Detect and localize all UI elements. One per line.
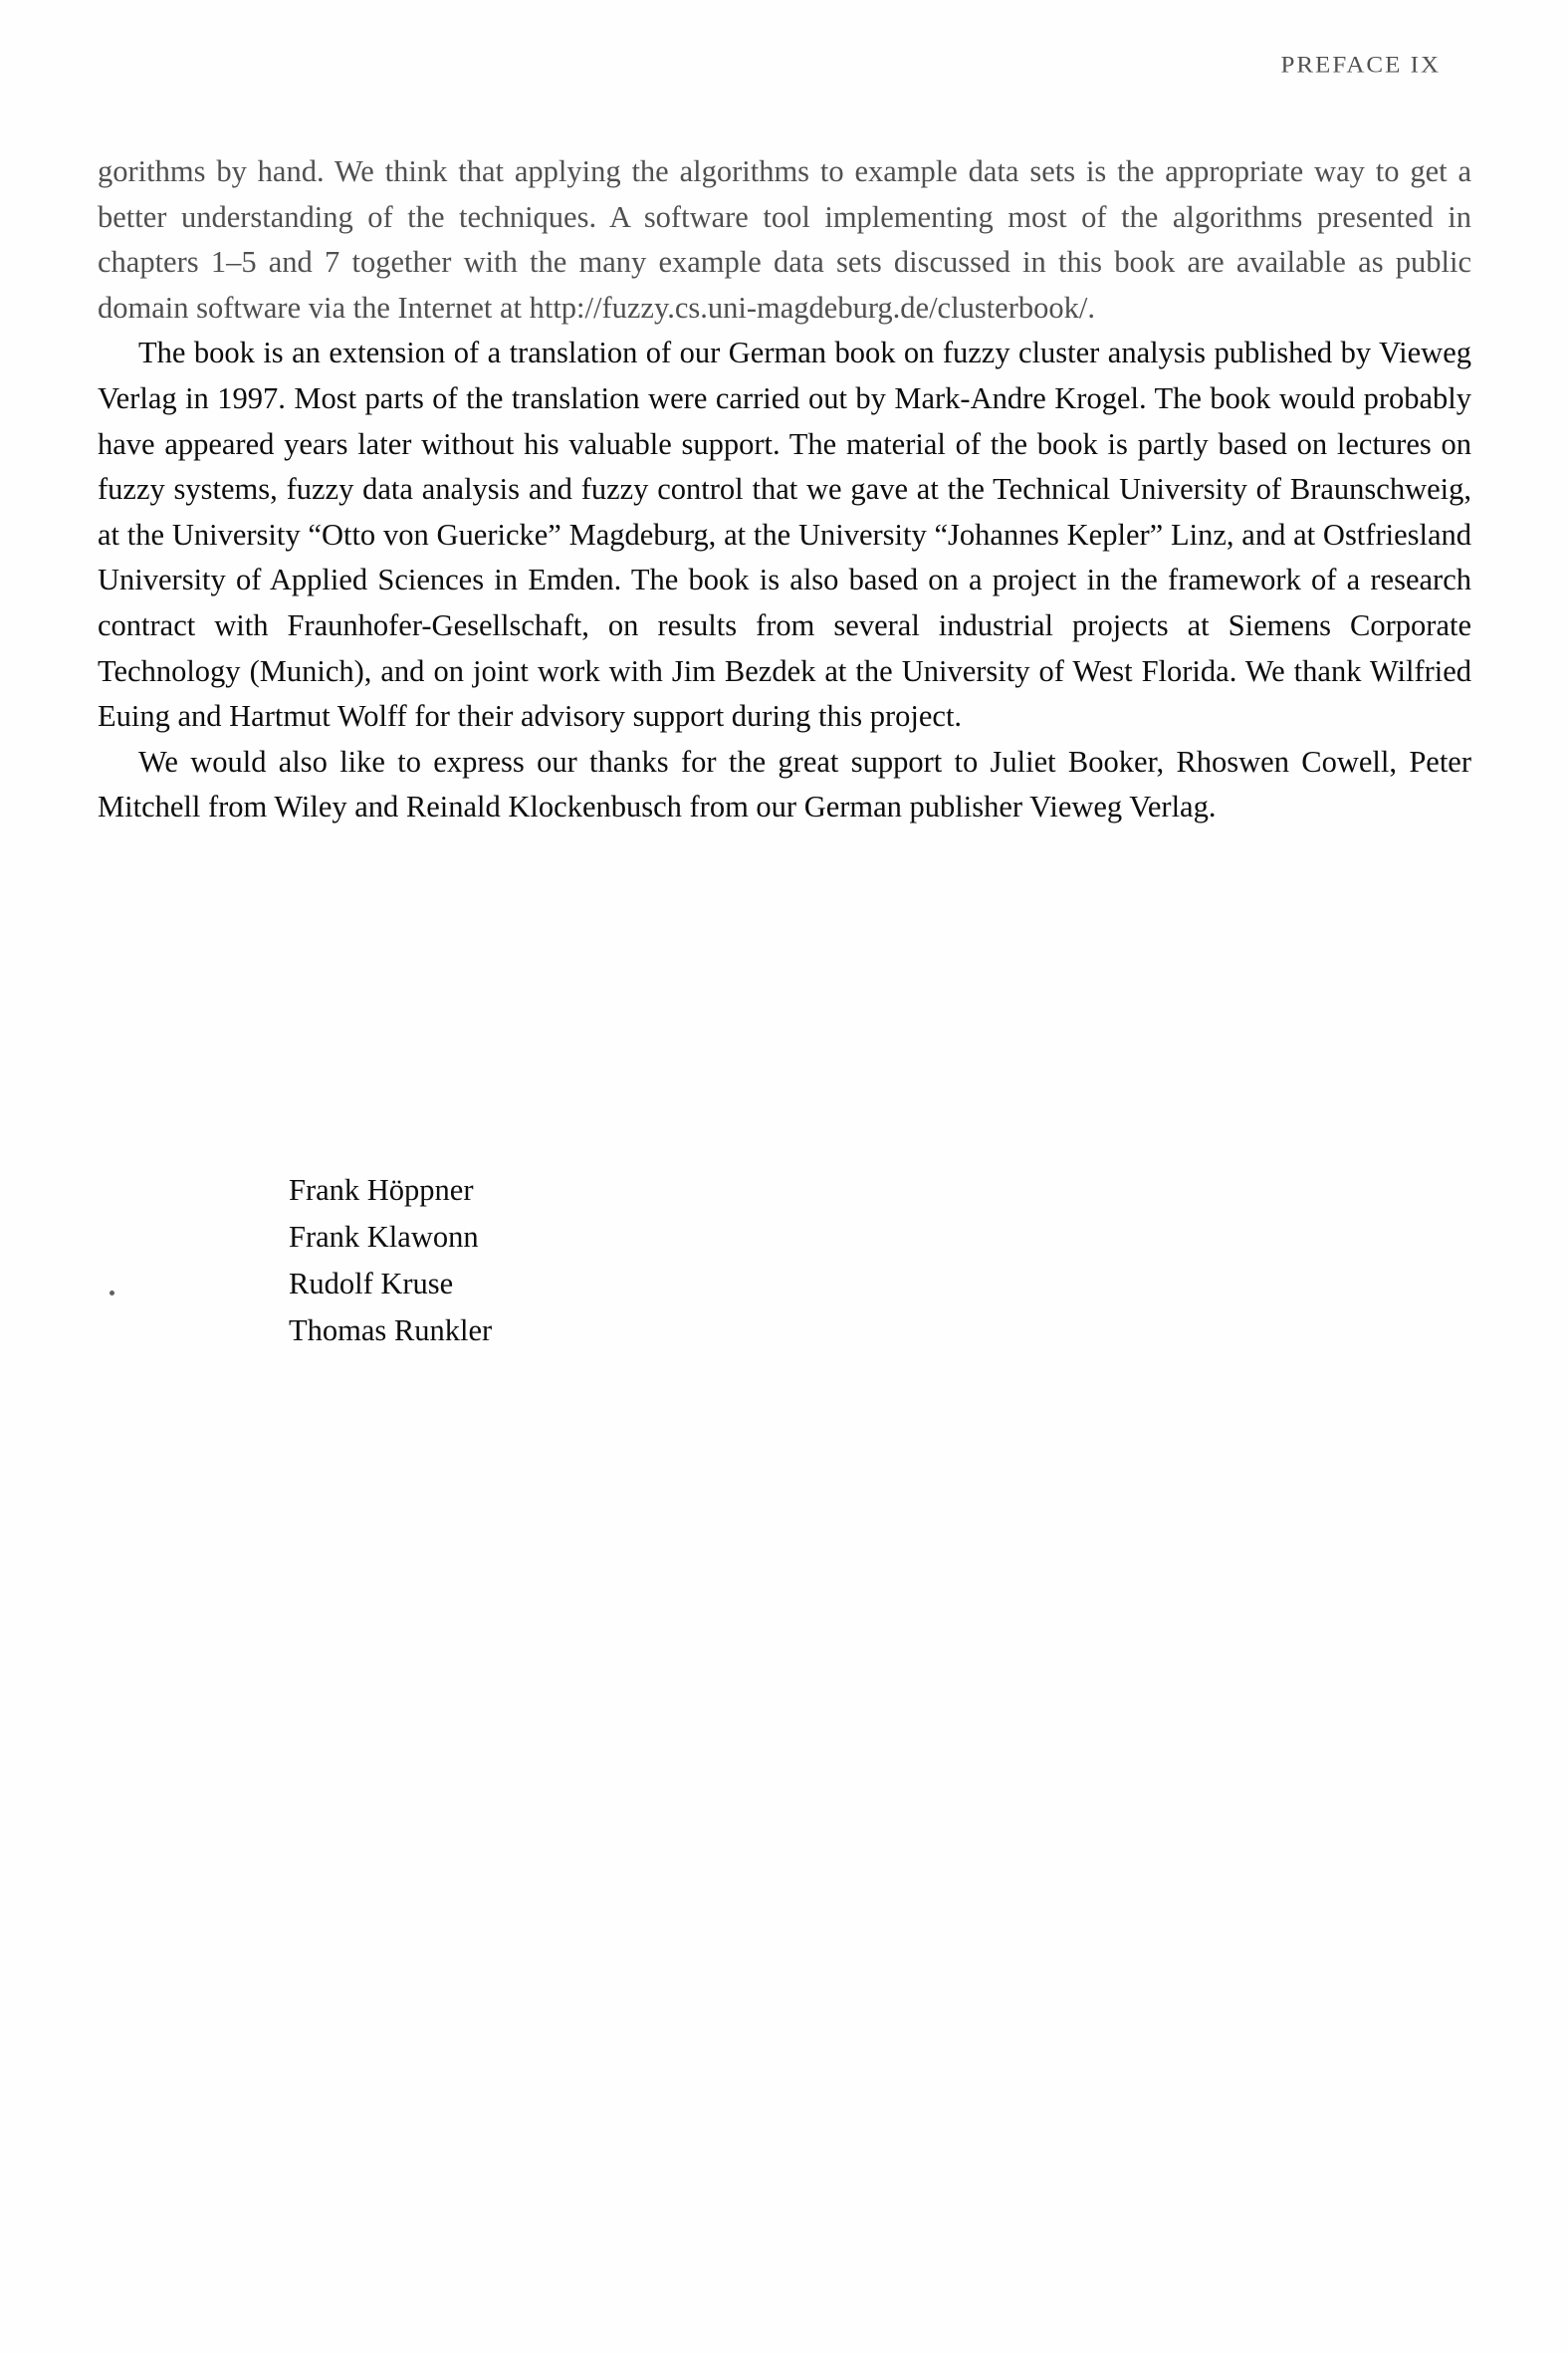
running-head: PREFACE IX (1280, 53, 1441, 78)
signature-block (289, 1167, 492, 1354)
stray-ink-mark (110, 1291, 114, 1295)
signature-line-2: Frank Klawonn (289, 1220, 479, 1254)
paragraph-3: We would also like to express our thanks for the great support to Juliet Booker, Rhoswen Cowell, Peter Mitchell from Wiley and Reinald Klockenbusch from our German publisher Vieweg Verlag. (98, 744, 1471, 824)
paragraph-1: gorithms by hand. We think that applying the algorithms to example data sets is the appropriate way to get a better understanding of the techniques. A software tool implementing most of the algorithms presented in chapters 1–5 and 7 together with the many example data sets discussed in this book are available as public domain software via the Internet at http://fuzzy.cs.uni-magdeburg.de/clusterbook/. (98, 154, 1471, 325)
signature-line-1: Frank Höppner (289, 1173, 474, 1207)
signature-line-3: Rudolf Kruse (289, 1267, 454, 1300)
signature-line-4: Thomas Runkler (289, 1313, 493, 1347)
body-text-block (98, 149, 1471, 830)
paragraph-2: The book is an extension of a translation of our German book on fuzzy cluster analysis published by Vieweg Verlag in 1997. Most parts of the translation were carried out by Mark-Andre Krogel. The book would probably have appeared years later without his valuable support. The material of the book is partly based on lectures on fuzzy systems, fuzzy data analysis and fuzzy control that we gave at the Technical University of Braunschweig, at the University “Otto von Guericke” Magdeburg, at the University “Johannes Kepler” Linz, and at Ostfriesland University of Applied Sciences in Emden. The book is also based on a project in the framework of a research contract with Fraunhofer-Gesellschaft, on results from several industrial projects at Siemens Corporate Technology (Munich), and on joint work with Jim Bezdek at the University of West Florida. We thank Wilfried Euing and Hartmut Wolff for their advisory support during this project. (98, 336, 1471, 734)
